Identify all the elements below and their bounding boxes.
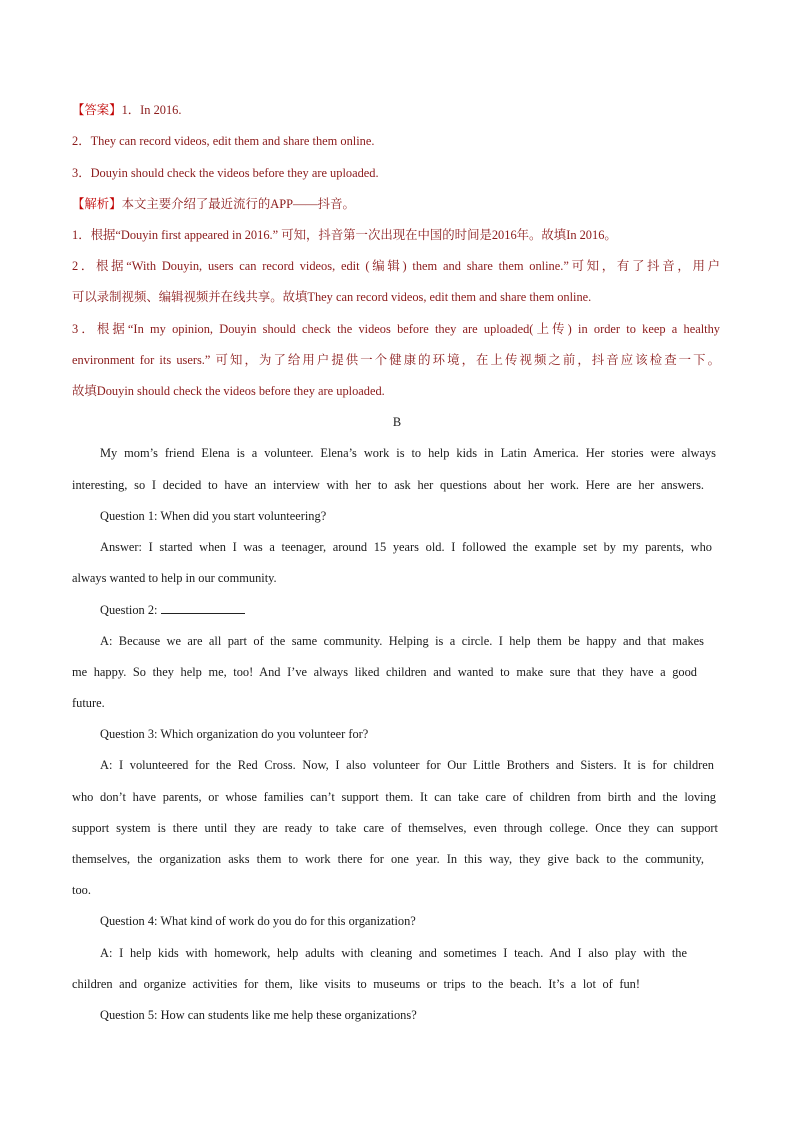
passage-line-10: Question 3: Which organization do you volunteer for? xyxy=(100,727,369,741)
answer-item-3: 3．Douyin should check the videos before they are uploaded. xyxy=(72,166,379,180)
passage-heading: B xyxy=(392,415,402,429)
passage-line-1: My mom’s friend Elena is a volunteer. Elena’s work is to help kids in Latin America. Her stories were always xyxy=(100,446,716,460)
passage-line-12: who don’t have parents, or whose families can’t support them. It can take care of children from birth and the loving xyxy=(72,790,716,804)
answer-tag: 【答案】 xyxy=(72,103,122,117)
passage-line-15: too. xyxy=(72,883,91,897)
answer-line-1 xyxy=(72,102,181,118)
analysis-intro-line xyxy=(72,196,355,212)
passage-line-13: support system is there until they are ready to take care of themselves, even through college. Once they can support xyxy=(72,821,718,835)
analysis-line-2: 2．根据“With Douyin, users can record videos, edit (编辑) them and share them online.”可知，有了抖音，用户 xyxy=(72,259,720,273)
passage-line-11: A: I volunteered for the Red Cross. Now, I also volunteer for Our Little Brothers and Sisters. It is for children xyxy=(100,758,714,772)
passage-line-17: A: I help kids with homework, help adults with cleaning and sometimes I teach. And I also play with the xyxy=(100,946,687,960)
answer-item-2: 2．They can record videos, edit them and share them online. xyxy=(72,134,375,148)
analysis-intro: 本文主要介绍了最近流行的APP——抖音。 xyxy=(121,197,355,211)
passage-line-3: Question 1: When did you start volunteering? xyxy=(100,509,327,523)
analysis-line-5: environment for its users.” 可知，为了给用户提供一个健康的环境，在上传视频之前，抖音应该检查一下。 xyxy=(72,353,720,367)
question-2-label: Question 2: xyxy=(100,603,161,617)
passage-line-9: future. xyxy=(72,696,105,710)
passage-line-14: themselves, the organization asks them to work there for one year. In this way, they give back to the community, xyxy=(72,852,704,866)
analysis-line-6: 故填Douyin should check the videos before they are uploaded. xyxy=(72,384,385,398)
analysis-line-4: 3．根据“In my opinion, Douyin should check the videos before they are uploaded(上传) in order to keep a healthy xyxy=(72,322,720,336)
question-2-line xyxy=(100,601,245,618)
passage-line-19: Question 5: How can students like me help these organizations? xyxy=(100,1008,417,1022)
answer-item-1: 1．In 2016. xyxy=(121,103,182,117)
passage-line-7: A: Because we are all part of the same community. Helping is a circle. I help them be happy and that makes xyxy=(100,634,704,648)
passage-line-8: me happy. So they help me, too! And I’ve always liked children and wanted to make sure that they have a good xyxy=(72,665,697,679)
passage-line-18: children and organize activities for them, like visits to museums or trips to the beach. It’s a lot of fun! xyxy=(72,977,640,991)
answer-blank xyxy=(161,601,245,614)
passage-line-5: always wanted to help in our community. xyxy=(72,571,277,585)
passage-line-16: Question 4: What kind of work do you do for this organization? xyxy=(100,914,416,928)
passage-line-2: interesting, so I decided to have an interview with her to ask her questions about her work. Here are her answers. xyxy=(72,478,704,492)
analysis-tag: 【解析】 xyxy=(72,197,122,211)
passage-line-4: Answer: I started when I was a teenager, around 15 years old. I followed the example set by my parents, who xyxy=(100,540,712,554)
analysis-line-3: 可以录制视频、编辑视频并在线共享。故填They can record videos, edit them and share them online. xyxy=(72,290,592,304)
analysis-line-1: 1．根据“Douyin first appeared in 2016.” 可知，抖音第一次出现在中国的时间是2016年。故填In 2016。 xyxy=(72,228,617,242)
